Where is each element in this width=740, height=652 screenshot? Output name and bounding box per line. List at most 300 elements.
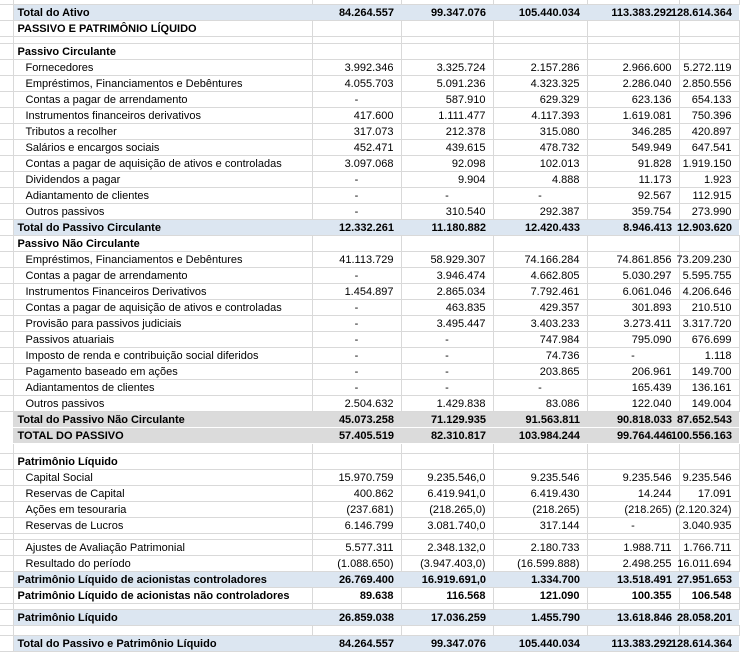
value-cell[interactable] (312, 348, 401, 364)
cell-value: 16.919.691,0 (421, 573, 486, 586)
row-label-cell[interactable] (13, 470, 312, 486)
row-gutter-cell (0, 396, 13, 412)
value-cell[interactable] (679, 556, 739, 572)
table-row (0, 92, 739, 108)
value-cell[interactable] (493, 588, 587, 604)
value-cell[interactable] (587, 204, 679, 220)
cell-value: 12.420.433 (524, 221, 580, 234)
row-label-cell[interactable] (13, 284, 312, 300)
value-cell[interactable] (401, 76, 493, 92)
value-cell[interactable] (493, 92, 587, 108)
value-cell[interactable] (679, 316, 739, 332)
value-cell[interactable] (587, 108, 679, 124)
cell-value: 73.209.230 (676, 253, 732, 266)
cell-value: 2.966.600 (622, 61, 672, 74)
value-cell[interactable] (679, 156, 739, 172)
value-cell[interactable] (676, 572, 739, 588)
value-cell[interactable] (670, 5, 739, 21)
value-cell[interactable] (679, 332, 739, 348)
value-cell[interactable] (679, 518, 739, 534)
table-row (0, 316, 739, 332)
value-cell[interactable] (312, 396, 401, 412)
row-gutter-cell (0, 252, 13, 268)
row-label-cell[interactable] (13, 412, 312, 428)
value-cell[interactable] (587, 252, 679, 268)
value-cell[interactable] (401, 502, 493, 518)
value-cell[interactable] (587, 588, 679, 604)
value-cell[interactable] (312, 588, 401, 604)
value-cell[interactable] (587, 486, 679, 502)
value-cell[interactable] (312, 5, 401, 21)
value-cell[interactable] (679, 588, 739, 604)
row-gutter-cell (0, 364, 13, 380)
value-cell[interactable] (493, 252, 587, 268)
value-cell[interactable] (312, 556, 401, 572)
value-cell[interactable] (401, 428, 493, 444)
value-cell[interactable] (587, 636, 679, 652)
row-label-cell[interactable] (13, 172, 312, 188)
value-cell[interactable] (401, 252, 493, 268)
value-cell[interactable] (587, 220, 679, 236)
value-cell[interactable] (493, 540, 587, 556)
cell-value: 1.919.150 (682, 157, 732, 170)
value-cell[interactable] (401, 636, 493, 652)
value-cell[interactable] (493, 220, 587, 236)
cell-value: 587.910 (445, 93, 486, 106)
table-row (0, 21, 739, 37)
value-cell[interactable] (312, 204, 401, 220)
row-label-cell[interactable] (13, 428, 312, 444)
value-cell[interactable] (401, 348, 493, 364)
value-cell[interactable] (401, 572, 493, 588)
cell-value: (218.265) (624, 503, 672, 516)
cell-value: 420.897 (691, 125, 732, 138)
value-cell[interactable] (587, 332, 679, 348)
value-cell[interactable] (401, 5, 493, 21)
cell-value: 13.518.491 (616, 573, 672, 586)
value-cell[interactable] (312, 268, 401, 284)
value-cell[interactable] (670, 636, 739, 652)
row-label-cell[interactable] (13, 92, 312, 108)
value-cell (401, 626, 493, 636)
value-cell[interactable] (679, 284, 739, 300)
value-cell[interactable] (312, 332, 401, 348)
value-cell[interactable] (679, 204, 739, 220)
value-cell[interactable] (493, 364, 587, 380)
value-cell[interactable] (493, 188, 587, 204)
table-row (0, 396, 739, 412)
value-cell[interactable] (312, 108, 401, 124)
row-label-cell[interactable] (13, 124, 312, 140)
row-label: Capital Social (25, 471, 93, 484)
cell-value: 629.329 (539, 93, 580, 106)
value-cell[interactable] (679, 76, 739, 92)
value-cell[interactable] (401, 486, 493, 502)
value-cell[interactable] (587, 540, 679, 556)
value-cell[interactable] (312, 572, 401, 588)
value-cell[interactable] (312, 636, 401, 652)
value-cell[interactable] (587, 556, 679, 572)
value-cell[interactable] (493, 348, 587, 364)
value-cell[interactable] (312, 188, 401, 204)
value-cell[interactable] (401, 300, 493, 316)
value-cell[interactable] (676, 412, 739, 428)
value-cell[interactable] (312, 300, 401, 316)
value-cell[interactable] (401, 540, 493, 556)
value-cell[interactable] (587, 172, 679, 188)
cell-value: 1.766.711 (683, 541, 732, 554)
cell-value: 452.471 (353, 141, 394, 154)
value-cell[interactable] (401, 364, 493, 380)
value-cell[interactable] (312, 454, 401, 470)
value-cell[interactable] (401, 454, 493, 470)
value-cell[interactable] (312, 21, 401, 37)
value-cell[interactable] (587, 236, 679, 252)
value-cell[interactable] (401, 188, 493, 204)
value-cell[interactable] (493, 396, 587, 412)
value-cell[interactable] (679, 124, 739, 140)
row-gutter-cell (0, 92, 13, 108)
value-cell[interactable] (493, 5, 587, 21)
value-cell[interactable] (312, 470, 401, 486)
value-cell[interactable] (587, 412, 679, 428)
value-cell[interactable] (493, 156, 587, 172)
value-cell[interactable] (587, 5, 679, 21)
value-cell[interactable] (679, 364, 739, 380)
cell-value: 128.614.364 (670, 637, 732, 650)
cell-value: - (354, 349, 359, 362)
row-label-cell[interactable] (13, 610, 312, 626)
value-cell[interactable] (312, 60, 401, 76)
value-cell[interactable] (587, 140, 679, 156)
value-cell[interactable] (493, 300, 587, 316)
value-cell[interactable] (587, 454, 679, 470)
value-cell[interactable] (401, 284, 493, 300)
row-label: Ajustes de Avaliação Patrimonial (25, 541, 185, 554)
row-label: Salários e encargos sociais (25, 141, 160, 154)
table-row (0, 502, 739, 518)
value-cell[interactable] (312, 486, 401, 502)
cell-value: 206.961 (631, 365, 672, 378)
value-cell[interactable] (312, 76, 401, 92)
row-label-cell[interactable] (13, 188, 312, 204)
cell-value: 8.946.413 (623, 221, 672, 234)
value-cell[interactable] (312, 502, 401, 518)
value-cell[interactable] (493, 76, 587, 92)
value-cell[interactable] (679, 188, 739, 204)
value-cell[interactable] (679, 21, 739, 37)
value-cell[interactable] (676, 252, 739, 268)
value-cell[interactable] (679, 486, 739, 502)
row-gutter-cell (0, 21, 13, 37)
value-cell[interactable] (312, 44, 401, 60)
value-cell[interactable] (493, 470, 587, 486)
value-cell[interactable] (493, 284, 587, 300)
value-cell[interactable] (401, 588, 493, 604)
row-gutter-cell (0, 540, 13, 556)
value-cell[interactable] (679, 44, 739, 60)
value-cell[interactable] (401, 204, 493, 220)
value-cell[interactable] (587, 364, 679, 380)
value-cell[interactable] (587, 348, 679, 364)
row-label-cell (13, 444, 312, 454)
value-cell[interactable] (676, 610, 739, 626)
value-cell[interactable] (312, 156, 401, 172)
value-cell[interactable] (493, 124, 587, 140)
value-cell[interactable] (587, 610, 679, 626)
value-cell[interactable] (493, 454, 587, 470)
value-cell[interactable] (312, 140, 401, 156)
value-cell[interactable] (401, 236, 493, 252)
row-label-cell[interactable] (13, 44, 312, 60)
value-cell[interactable] (312, 236, 401, 252)
value-cell[interactable] (679, 454, 739, 470)
row-label-cell[interactable] (13, 76, 312, 92)
value-cell[interactable] (493, 412, 587, 428)
row-label-cell[interactable] (13, 60, 312, 76)
table-row (0, 37, 739, 44)
row-label-cell[interactable] (13, 252, 312, 268)
row-label-cell[interactable] (13, 518, 312, 534)
value-cell[interactable] (679, 172, 739, 188)
cell-value: 5.272.119 (683, 61, 732, 74)
value-cell[interactable] (493, 140, 587, 156)
value-cell[interactable] (312, 92, 401, 108)
value-cell[interactable] (587, 124, 679, 140)
value-cell[interactable] (401, 610, 493, 626)
cell-value: 2.286.040 (622, 77, 672, 90)
row-label-cell[interactable] (13, 348, 312, 364)
cell-value: 3.946.474 (436, 269, 486, 282)
cell-value: 113.383.292 (611, 6, 672, 19)
table-row (0, 140, 739, 156)
cell-value: 5.091.236 (436, 77, 486, 90)
value-cell[interactable] (587, 60, 679, 76)
cell-value: 9.235.546 (682, 471, 732, 484)
row-label-cell[interactable] (13, 636, 312, 652)
value-cell[interactable] (312, 364, 401, 380)
cell-value: 3.273.411 (623, 317, 672, 330)
table-row (0, 412, 739, 428)
value-cell[interactable] (587, 156, 679, 172)
value-cell[interactable] (401, 518, 493, 534)
value-cell[interactable] (587, 502, 679, 518)
value-cell[interactable] (401, 396, 493, 412)
value-cell[interactable] (587, 188, 679, 204)
value-cell[interactable] (312, 428, 401, 444)
value-cell[interactable] (679, 540, 739, 556)
value-cell[interactable] (493, 316, 587, 332)
value-cell[interactable] (493, 636, 587, 652)
value-cell[interactable] (493, 60, 587, 76)
value-cell[interactable] (679, 348, 739, 364)
value-cell[interactable] (401, 470, 493, 486)
cell-value: 292.387 (539, 205, 580, 218)
row-label-cell[interactable] (13, 502, 312, 518)
value-cell[interactable] (679, 60, 739, 76)
value-cell[interactable] (675, 502, 739, 518)
value-cell[interactable] (493, 204, 587, 220)
table-row (0, 626, 739, 636)
value-cell[interactable] (493, 108, 587, 124)
value-cell[interactable] (312, 252, 401, 268)
value-cell[interactable] (401, 108, 493, 124)
value-cell[interactable] (670, 428, 739, 444)
row-label-cell[interactable] (13, 454, 312, 470)
row-label-cell[interactable] (13, 108, 312, 124)
row-label: Provisão para passivos judiciais (25, 317, 182, 330)
value-cell[interactable] (587, 470, 679, 486)
value-cell[interactable] (493, 172, 587, 188)
value-cell[interactable] (493, 518, 587, 534)
value-cell[interactable] (401, 220, 493, 236)
value-cell[interactable] (493, 21, 587, 37)
row-label-cell[interactable] (13, 236, 312, 252)
cell-value: 4.206.646 (682, 285, 732, 298)
value-cell[interactable] (493, 236, 587, 252)
value-cell[interactable] (679, 300, 739, 316)
value-cell[interactable] (312, 380, 401, 396)
cell-value: 1.619.081 (622, 109, 672, 122)
value-cell[interactable] (587, 380, 679, 396)
table-row (0, 188, 739, 204)
value-cell[interactable] (493, 572, 587, 588)
row-label-cell[interactable] (13, 5, 312, 21)
cell-value: 2.865.034 (436, 285, 486, 298)
value-cell[interactable] (493, 332, 587, 348)
row-label-cell[interactable] (13, 396, 312, 412)
value-cell[interactable] (493, 502, 587, 518)
row-label-cell[interactable] (13, 140, 312, 156)
row-label-cell[interactable] (13, 486, 312, 502)
value-cell[interactable] (312, 316, 401, 332)
value-cell[interactable] (312, 172, 401, 188)
value-cell[interactable] (312, 610, 401, 626)
value-cell[interactable] (587, 518, 679, 534)
value-cell[interactable] (587, 268, 679, 284)
value-cell[interactable] (312, 284, 401, 300)
value-cell[interactable] (493, 556, 587, 572)
value-cell[interactable] (401, 60, 493, 76)
value-cell[interactable] (401, 172, 493, 188)
value-cell (587, 37, 679, 44)
cell-value: 27.951.653 (676, 573, 732, 586)
cell-value: 1.334.700 (531, 573, 580, 586)
value-cell[interactable] (312, 412, 401, 428)
table-row (0, 610, 739, 626)
value-cell[interactable] (679, 470, 739, 486)
row-label-cell[interactable] (13, 332, 312, 348)
cell-value: 203.865 (539, 365, 580, 378)
value-cell[interactable] (401, 316, 493, 332)
value-cell[interactable] (587, 284, 679, 300)
row-label-cell[interactable] (13, 156, 312, 172)
value-cell[interactable] (587, 300, 679, 316)
value-cell[interactable] (401, 380, 493, 396)
value-cell[interactable] (401, 556, 493, 572)
row-gutter-cell (0, 124, 13, 140)
row-label-cell[interactable] (13, 268, 312, 284)
value-cell[interactable] (587, 76, 679, 92)
value-cell[interactable] (312, 124, 401, 140)
row-label-cell[interactable] (13, 204, 312, 220)
cell-value: 41.113.729 (339, 253, 394, 266)
value-cell[interactable] (587, 396, 679, 412)
row-label-cell[interactable] (13, 220, 312, 236)
value-cell (679, 444, 739, 454)
value-cell (493, 37, 587, 44)
value-cell[interactable] (493, 428, 587, 444)
cell-value: 359.754 (631, 205, 672, 218)
value-cell[interactable] (493, 44, 587, 60)
cell-value: 89.638 (359, 589, 394, 602)
table-row (0, 454, 739, 470)
cell-value: 83.086 (545, 397, 580, 410)
value-cell[interactable] (587, 44, 679, 60)
value-cell[interactable] (587, 316, 679, 332)
value-cell[interactable] (679, 140, 739, 156)
cell-value: - (354, 93, 359, 106)
cell-value: 3.081.740,0 (427, 519, 486, 532)
cell-value: 654.133 (691, 93, 732, 106)
cell-value: 74.166.284 (524, 253, 580, 266)
row-label-cell[interactable] (13, 316, 312, 332)
value-cell[interactable] (587, 428, 679, 444)
row-label-cell[interactable] (13, 572, 312, 588)
value-cell[interactable] (401, 124, 493, 140)
row-label-cell[interactable] (13, 364, 312, 380)
value-cell[interactable] (493, 268, 587, 284)
value-cell[interactable] (493, 486, 587, 502)
value-cell[interactable] (401, 332, 493, 348)
value-cell[interactable] (676, 220, 739, 236)
value-cell[interactable] (401, 412, 493, 428)
value-cell[interactable] (587, 572, 679, 588)
value-cell[interactable] (679, 108, 739, 124)
table-row (0, 60, 739, 76)
cell-value: 92.098 (451, 157, 486, 170)
value-cell[interactable] (679, 268, 739, 284)
row-label-cell[interactable] (13, 380, 312, 396)
value-cell[interactable] (679, 380, 739, 396)
value-cell[interactable] (401, 44, 493, 60)
value-cell[interactable] (587, 92, 679, 108)
value-cell[interactable] (401, 21, 493, 37)
cell-value: 122.040 (631, 397, 672, 410)
cell-value: 9.235.546 (622, 471, 672, 484)
value-cell[interactable] (312, 220, 401, 236)
cell-value: 136.161 (691, 381, 732, 394)
value-cell[interactable] (587, 21, 679, 37)
cell-value: 4.117.393 (531, 109, 580, 122)
value-cell[interactable] (312, 540, 401, 556)
value-cell[interactable] (493, 380, 587, 396)
row-label-cell[interactable] (13, 588, 312, 604)
value-cell[interactable] (312, 518, 401, 534)
row-label-cell[interactable] (13, 556, 312, 572)
value-cell[interactable] (401, 268, 493, 284)
value-cell[interactable] (679, 92, 739, 108)
row-label-cell[interactable] (13, 540, 312, 556)
value-cell[interactable] (401, 156, 493, 172)
row-label-cell[interactable] (13, 300, 312, 316)
value-cell[interactable] (401, 92, 493, 108)
value-cell[interactable] (679, 236, 739, 252)
value-cell[interactable] (679, 396, 739, 412)
value-cell[interactable] (493, 610, 587, 626)
row-label-cell[interactable] (13, 21, 312, 37)
value-cell[interactable] (401, 140, 493, 156)
